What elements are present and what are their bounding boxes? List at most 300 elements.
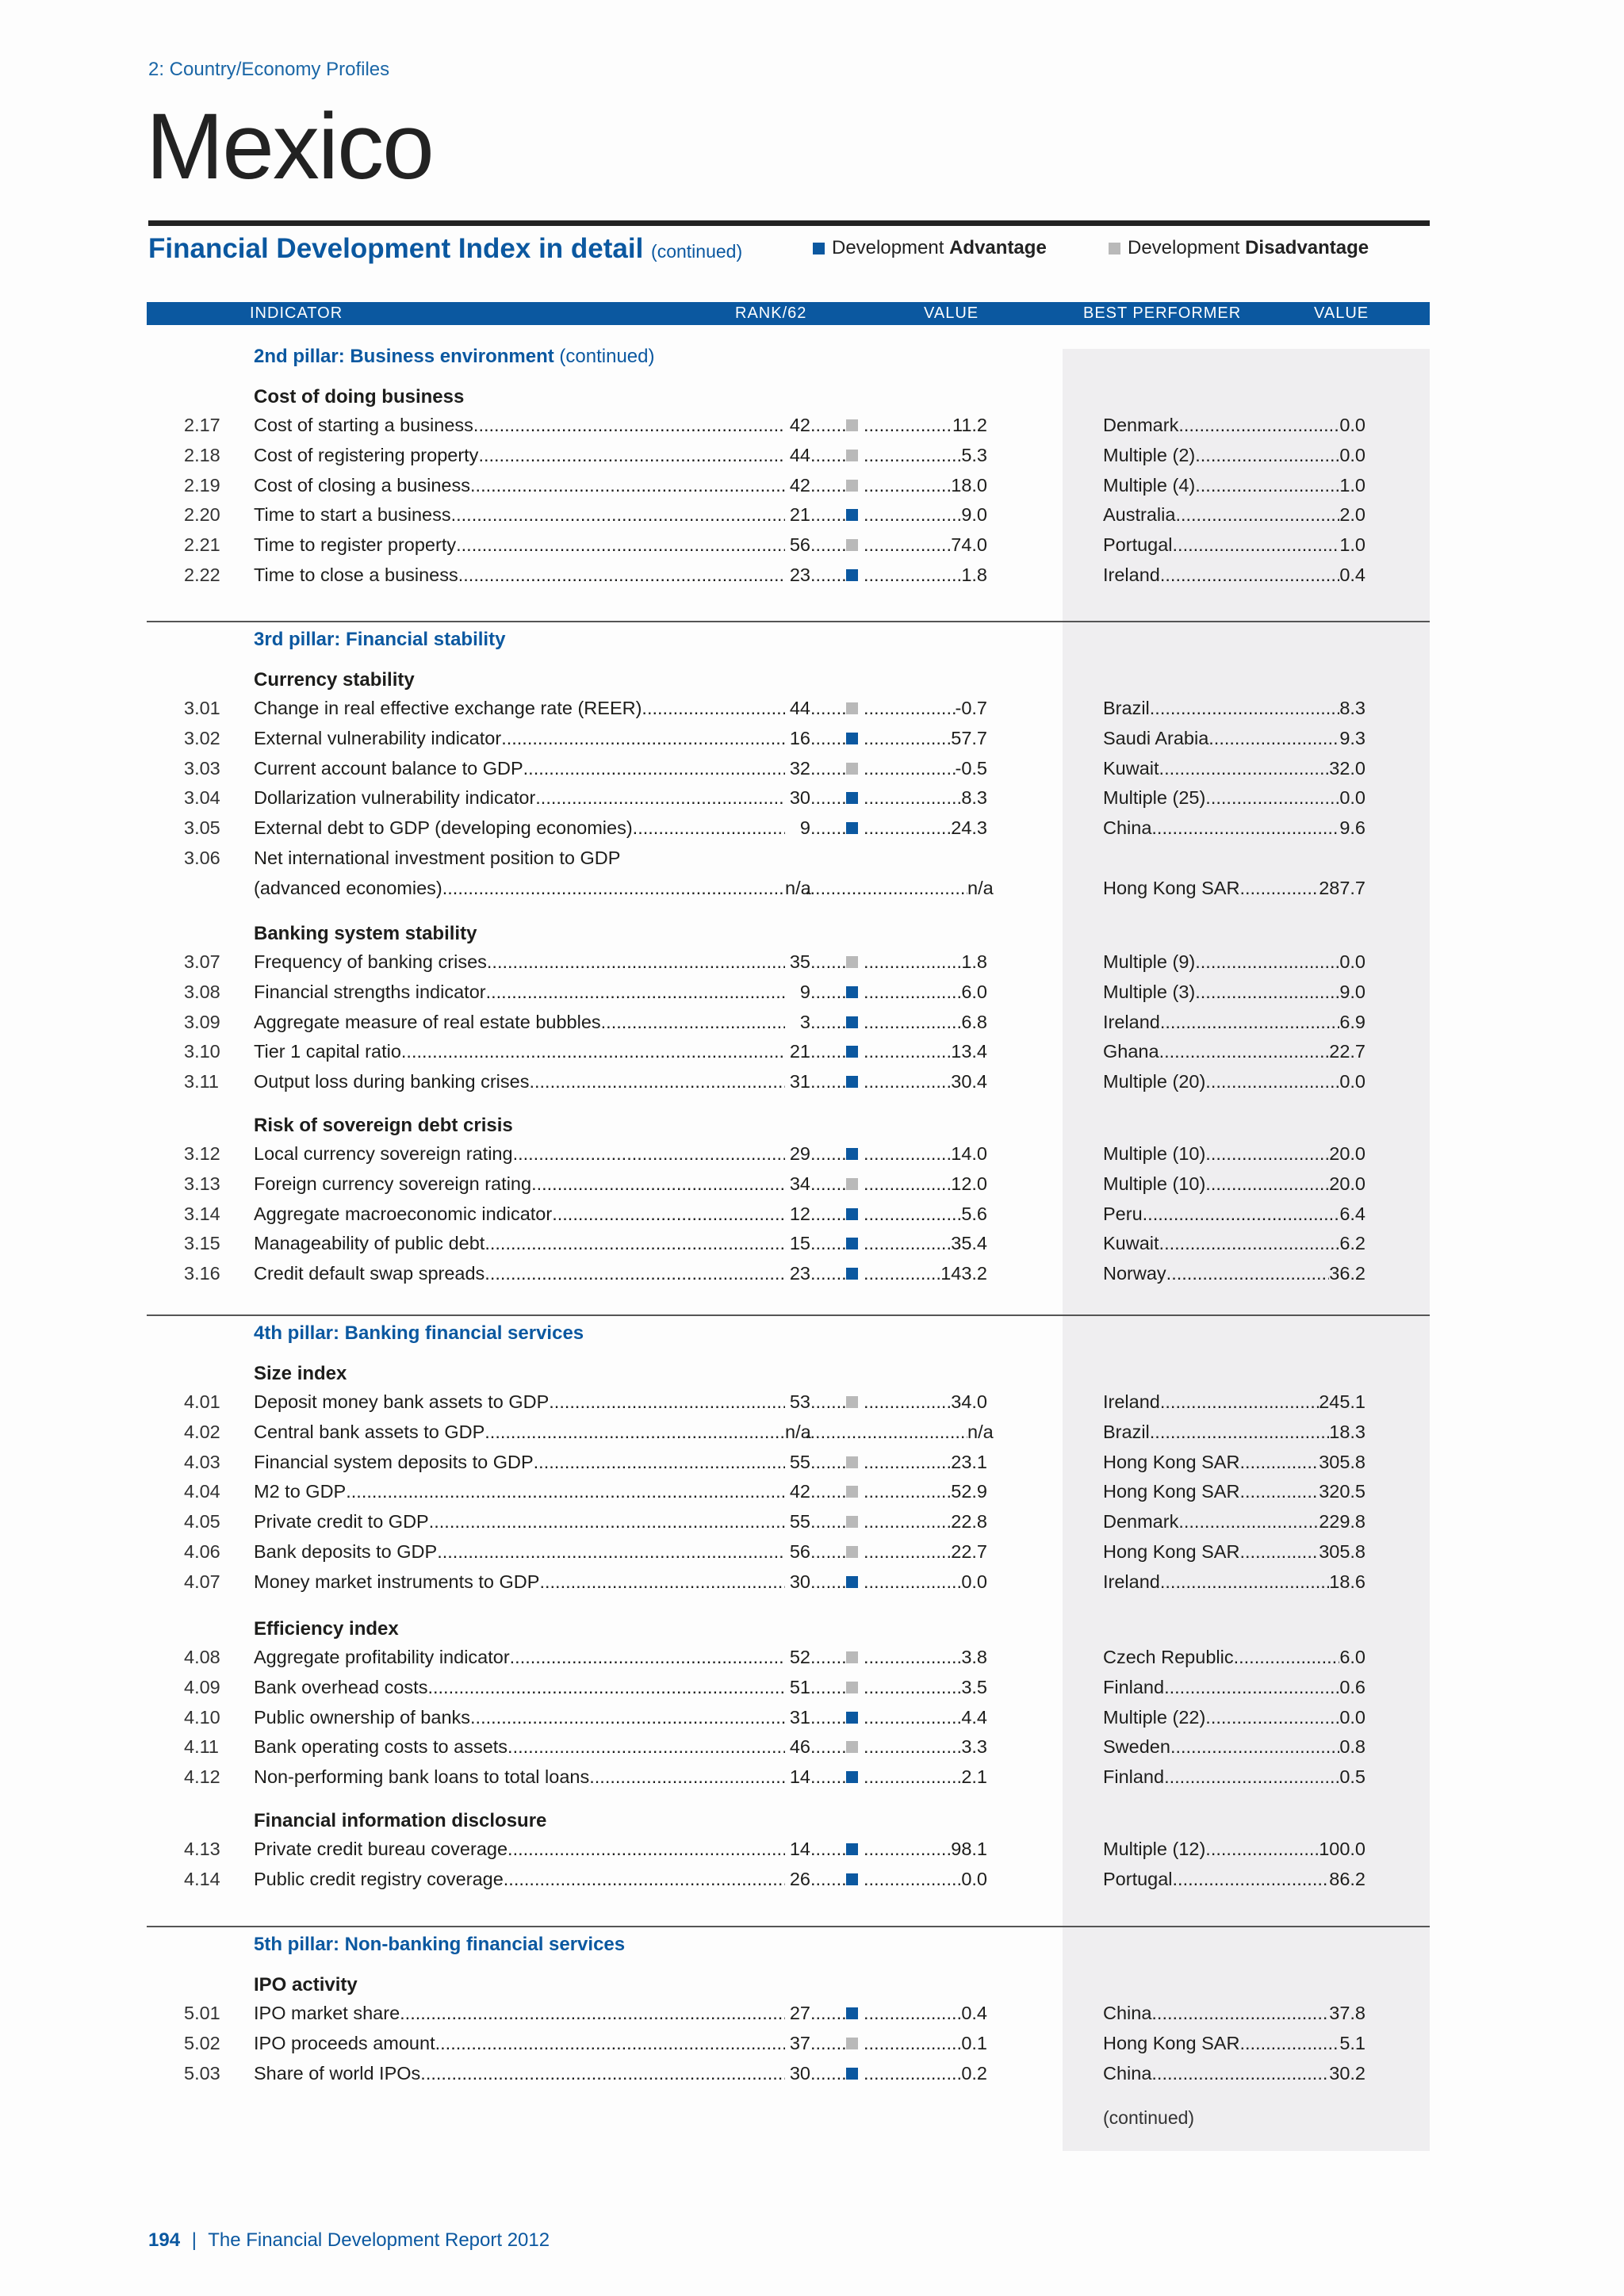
rank-value: 16 [789, 727, 810, 748]
disadvantage-marker-icon [846, 1178, 858, 1190]
leader-dots [864, 1675, 961, 1699]
indicator-value: 5.3 [961, 444, 987, 465]
indicator-name [254, 1010, 785, 1034]
leader-dots [864, 2061, 961, 2085]
leader-dots [470, 473, 785, 497]
indicator-number: 3.01 [184, 698, 220, 718]
indicator-label: Cost of starting a business [254, 415, 473, 435]
leader-dots [810, 1231, 845, 1255]
indicator-value: 143.2 [940, 1263, 987, 1284]
indicator-label: Tier 1 capital ratio [254, 1041, 401, 1062]
best-performer [1103, 1867, 1365, 1891]
rank-value: 37 [789, 2032, 810, 2053]
column-header-best-value: VALUE [1314, 304, 1369, 322]
indicator-number: 3.14 [184, 1203, 220, 1224]
advantage-marker-icon [846, 2068, 858, 2080]
best-performer [1103, 1510, 1365, 1533]
table-row [0, 1540, 1624, 1563]
leader-dots [1205, 1172, 1329, 1196]
leader-dots [552, 1202, 785, 1226]
indicator-name [254, 533, 785, 557]
pillar-heading [254, 1322, 584, 1345]
best-performer-value: 245.1 [1319, 1391, 1365, 1412]
best-performer [1103, 876, 1365, 900]
leader-dots [810, 1202, 845, 1226]
indicator-value-cell [864, 1675, 987, 1699]
table-row [0, 1070, 1624, 1093]
rank-value: n/a [785, 1421, 811, 1442]
leader-dots [864, 1039, 951, 1063]
indicator-label: Frequency of banking crises [254, 951, 487, 972]
leader-dots [810, 413, 845, 437]
best-performer-name: Multiple (9) [1103, 951, 1196, 972]
leader-dots [864, 1570, 961, 1594]
leader-dots [864, 443, 961, 467]
indicator-value-cell [864, 1261, 987, 1285]
column-header-best-performer: BEST PERFORMER [1083, 304, 1242, 322]
table-row [0, 1645, 1624, 1669]
indicator-value: 13.4 [951, 1041, 987, 1062]
indicator-name [254, 1420, 783, 1444]
indicator-value: 2.1 [961, 1766, 987, 1788]
page-footer [148, 2229, 550, 2252]
advantage-marker-icon [846, 1238, 858, 1249]
indicator-name [254, 1540, 785, 1563]
leader-dots [513, 1142, 785, 1165]
advantage-marker-icon [846, 509, 858, 521]
indicator-value-cell [864, 2001, 987, 2025]
indicator-label: Current account balance to GDP [254, 757, 523, 779]
indicator-name [254, 1172, 785, 1196]
indicator-value-cell [864, 726, 987, 750]
leader-dots [810, 2031, 845, 2055]
best-performer [1103, 1010, 1365, 1034]
leader-dots [810, 1172, 845, 1196]
leader-dots [864, 2001, 961, 2025]
column-header-value: VALUE [924, 304, 979, 322]
best-performer [1103, 1172, 1365, 1196]
legend-advantage-prefix: Development [832, 237, 944, 258]
table-row [0, 846, 1624, 870]
leader-dots [864, 1510, 951, 1533]
indicator-value-cell [864, 1172, 987, 1196]
advantage-marker-icon [846, 2007, 858, 2019]
indicator-value-cell [864, 786, 987, 809]
indicator-number: 3.02 [184, 727, 220, 748]
advantage-marker-icon [846, 1208, 858, 1220]
table-row [0, 980, 1624, 1004]
indicator-label: Aggregate measure of real estate bubbles [254, 1011, 601, 1032]
best-performer-name: Hong Kong SAR [1103, 1451, 1240, 1472]
indicator-label: Bank deposits to GDP [254, 1541, 438, 1562]
indicator-number: 5.01 [184, 2003, 220, 2023]
disadvantage-marker-icon [846, 1486, 858, 1498]
best-performer-name: Peru [1103, 1203, 1143, 1224]
leader-dots [1205, 1837, 1319, 1861]
leader-dots [810, 1070, 845, 1093]
leader-dots [805, 1420, 967, 1444]
indicator-name [254, 846, 785, 870]
leader-dots [501, 726, 785, 750]
indicator-label: External vulnerability indicator [254, 727, 502, 748]
leader-dots [810, 816, 845, 840]
pillar-heading [254, 346, 655, 368]
best-performer-value: 6.9 [1339, 1011, 1365, 1032]
leader-dots [864, 1010, 961, 1034]
indicator-label: M2 to GDP [254, 1481, 347, 1502]
group-heading: Cost of doing business [254, 386, 465, 408]
rank-value: 21 [789, 1041, 810, 1062]
indicator-value: 52.9 [951, 1481, 987, 1502]
rank-value: 12 [789, 1203, 810, 1224]
leader-dots [523, 756, 785, 780]
best-performer [1103, 2061, 1365, 2085]
indicator-value-cell [864, 1070, 987, 1093]
indicator-name [254, 413, 785, 437]
best-performer [1103, 1675, 1365, 1699]
best-performer [1103, 1039, 1365, 1063]
best-performer [1103, 1070, 1365, 1093]
indicator-name [254, 1450, 785, 1474]
leader-dots [589, 1765, 785, 1789]
best-performer-value: 6.0 [1339, 1647, 1365, 1667]
indicator-name [254, 1070, 785, 1093]
indicator-value: 3.5 [961, 1676, 987, 1697]
best-performer-name: Multiple (12) [1103, 1839, 1206, 1859]
section-divider [147, 1926, 1430, 1927]
indicator-number: 3.08 [184, 981, 220, 1002]
best-performer-name: Saudi Arabia [1103, 727, 1209, 748]
disadvantage-marker-icon [846, 450, 858, 461]
title-rule [148, 220, 1430, 226]
leader-dots [1205, 1705, 1339, 1729]
rank-value: 3 [799, 1011, 810, 1032]
leader-dots [1164, 1675, 1339, 1699]
best-performer-value: 320.5 [1319, 1481, 1365, 1502]
indicator-number: 4.07 [184, 1571, 220, 1592]
indicator-value: 3.8 [961, 1647, 987, 1667]
best-performer-name: Finland [1103, 1766, 1165, 1788]
leader-dots [1239, 876, 1319, 900]
best-performer [1103, 1450, 1365, 1474]
best-performer-value: 0.0 [1339, 1706, 1365, 1728]
leader-dots [1205, 1142, 1329, 1165]
indicator-label: Output loss during banking crises [254, 1071, 530, 1093]
indicator-number: 4.10 [184, 1706, 220, 1728]
best-performer-name: Hong Kong SAR [1103, 1481, 1240, 1502]
disadvantage-marker-icon [846, 1396, 858, 1408]
indicator-number: 2.19 [184, 474, 220, 496]
leader-dots [1166, 1261, 1330, 1285]
indicator-value: 30.4 [951, 1071, 987, 1093]
best-performer-value: 6.2 [1339, 1233, 1365, 1254]
indicator-name [254, 1867, 785, 1891]
best-performer-name: Hong Kong SAR [1103, 877, 1240, 898]
leader-dots [473, 413, 785, 437]
best-performer-name: Kuwait [1103, 1233, 1159, 1254]
rank-value: 15 [789, 1233, 810, 1254]
table-row [0, 1570, 1624, 1594]
indicator-number: 4.01 [184, 1391, 220, 1412]
best-performer [1103, 1837, 1365, 1861]
indicator-value-cell [864, 533, 987, 557]
best-performer-name: Multiple (25) [1103, 787, 1206, 809]
leader-dots [1205, 786, 1339, 809]
disadvantage-marker-icon [846, 480, 858, 492]
indicator-value: 1.8 [961, 564, 987, 585]
indicator-value: 11.2 [952, 415, 987, 435]
best-performer-value: 8.3 [1339, 698, 1365, 718]
group-heading: Efficiency index [254, 1618, 399, 1640]
best-performer [1103, 2031, 1365, 2055]
indicator-value-cell [864, 1645, 987, 1669]
best-performer-value: 1.0 [1339, 474, 1365, 496]
best-performer-value: 9.0 [1339, 981, 1365, 1002]
pillar-title: 5th pillar: Non-banking financial services [254, 1934, 626, 1955]
column-header-indicator: INDICATOR [250, 304, 343, 322]
indicator-value: 22.7 [951, 1541, 987, 1562]
leader-dots [1208, 726, 1339, 750]
indicator-value: 3.3 [961, 1736, 987, 1758]
indicator-value: 8.3 [961, 787, 987, 809]
table-row [0, 563, 1624, 587]
leader-dots [864, 473, 951, 497]
disadvantage-marker-icon [846, 1516, 858, 1528]
leader-dots [810, 1390, 845, 1414]
advantage-marker-icon [846, 792, 858, 804]
best-performer-value: 20.0 [1329, 1173, 1365, 1194]
best-performer [1103, 443, 1365, 467]
best-performer [1103, 473, 1365, 497]
leader-dots [864, 696, 956, 720]
indicator-value: 34.0 [951, 1391, 987, 1412]
best-performer [1103, 1570, 1365, 1594]
rank-value: 53 [789, 1391, 810, 1412]
indicator-value: 18.0 [951, 474, 987, 496]
best-performer-name: Finland [1103, 1676, 1165, 1697]
pillar-heading [254, 1934, 625, 1956]
indicator-number: 2.22 [184, 564, 220, 585]
best-performer-name: Ireland [1103, 1571, 1160, 1592]
leader-dots [810, 1867, 845, 1891]
table-row [0, 1837, 1624, 1861]
leader-dots [864, 1705, 961, 1729]
indicator-name [254, 1231, 785, 1255]
leader-dots [1160, 1390, 1319, 1414]
indicator-number: 4.13 [184, 1839, 220, 1859]
best-performer-name: Multiple (22) [1103, 1706, 1206, 1728]
leader-dots [1159, 1231, 1340, 1255]
leader-dots [510, 1645, 785, 1669]
indicator-name [254, 2031, 785, 2055]
indicator-name [254, 696, 785, 720]
table-row [0, 1231, 1624, 1255]
indicator-value-cell [864, 2031, 987, 2055]
rank-value: 55 [789, 1511, 810, 1533]
rank-value: 46 [789, 1736, 810, 1758]
best-performer-value: 287.7 [1319, 877, 1365, 898]
best-performer-value: 305.8 [1319, 1451, 1365, 1472]
rank-value: 52 [789, 1647, 810, 1667]
best-performer [1103, 1142, 1365, 1165]
rank-value: 56 [789, 534, 810, 556]
indicator-label: Deposit money bank assets to GDP [254, 1391, 550, 1412]
best-performer-value: 18.6 [1329, 1571, 1365, 1592]
indicator-number: 5.02 [184, 2032, 220, 2053]
best-performer-name: Multiple (20) [1103, 1071, 1206, 1093]
leader-dots [810, 950, 845, 974]
indicator-number: 3.13 [184, 1173, 220, 1194]
indicator-value-cell [864, 1705, 987, 1729]
best-performer-name: Sweden [1103, 1736, 1170, 1758]
indicator-name [254, 786, 785, 809]
table-row [0, 1479, 1624, 1503]
disadvantage-marker-icon [846, 763, 858, 775]
disadvantage-marker-icon [846, 1651, 858, 1663]
leader-dots [458, 563, 785, 587]
best-performer-value: 20.0 [1329, 1143, 1365, 1164]
indicator-number: 2.17 [184, 415, 220, 435]
leader-dots [1164, 1765, 1339, 1789]
leader-dots [864, 1070, 951, 1093]
indicator-value: 0.1 [961, 2032, 987, 2053]
leader-dots [810, 726, 845, 750]
page-number: 194 [148, 2229, 181, 2251]
best-performer-name: Multiple (4) [1103, 474, 1196, 496]
footer-separator: | [191, 2229, 197, 2251]
advantage-marker-icon [846, 1016, 858, 1028]
leader-dots [1159, 756, 1330, 780]
leader-dots [864, 756, 956, 780]
indicator-number: 3.06 [184, 848, 220, 868]
table-row [0, 1039, 1624, 1063]
section-divider [147, 1314, 1430, 1316]
legend-advantage [813, 237, 1047, 259]
leader-dots [470, 1705, 785, 1729]
indicator-label: Aggregate profitability indicator [254, 1647, 510, 1667]
rank-value: 23 [789, 564, 810, 585]
leader-dots [805, 876, 967, 900]
indicator-label: Net international investment position to GDP [254, 848, 621, 868]
indicator-label: Bank operating costs to assets [254, 1736, 508, 1758]
advantage-marker-icon [846, 1268, 858, 1280]
indicator-value: 0.0 [961, 1571, 987, 1592]
rank-value: 44 [789, 698, 810, 718]
indicator-number: 3.10 [184, 1041, 220, 1062]
leader-dots [810, 1039, 845, 1063]
rank-value: 42 [789, 474, 810, 496]
best-performer-name: Multiple (10) [1103, 1143, 1206, 1164]
rank-value: 34 [789, 1173, 810, 1194]
leader-dots [864, 1765, 961, 1789]
leader-dots [1239, 2031, 1339, 2055]
advantage-marker-icon [846, 1873, 858, 1885]
indicator-label: Time to close a business [254, 564, 458, 585]
legend-disadvantage-prefix: Development [1128, 237, 1240, 258]
indicator-value: 0.2 [961, 2062, 987, 2084]
legend-advantage-word: Advantage [949, 237, 1047, 258]
indicator-value-cell [864, 1479, 987, 1503]
rank-value: 23 [789, 1263, 810, 1284]
best-performer-name: Brazil [1103, 1421, 1150, 1442]
table-row [0, 1675, 1624, 1699]
leader-dots [1143, 1202, 1340, 1226]
best-performer [1103, 696, 1365, 720]
best-performer-value: 32.0 [1329, 757, 1365, 779]
indicator-value: 57.7 [951, 727, 987, 748]
rank-value: 9 [799, 981, 810, 1002]
leader-dots [810, 1705, 845, 1729]
leader-dots [1160, 563, 1339, 587]
best-performer-value: 0.0 [1339, 787, 1365, 809]
indicator-value-cell [864, 503, 987, 526]
rank-value: 42 [789, 415, 810, 435]
indicator-value: n/a [967, 1421, 994, 1442]
best-performer-name: Czech Republic [1103, 1647, 1234, 1667]
rank-value: 31 [789, 1071, 810, 1093]
best-performer [1103, 756, 1365, 780]
leader-dots [427, 1675, 785, 1699]
indicator-label: Local currency sovereign rating [254, 1143, 513, 1164]
group-heading: Currency stability [254, 669, 415, 691]
indicator-label: Share of world IPOs [254, 2062, 421, 2084]
advantage-marker-icon [846, 986, 858, 998]
leader-dots [864, 1261, 940, 1285]
indicator-name [254, 1202, 785, 1226]
best-performer [1103, 1540, 1365, 1563]
best-performer [1103, 726, 1365, 750]
indicator-label: Private credit to GDP [254, 1511, 429, 1533]
table-heading-continued: (continued) [651, 241, 743, 262]
indicator-number: 4.09 [184, 1676, 220, 1697]
rank-value: 14 [789, 1766, 810, 1788]
best-performer-name: Portugal [1103, 1868, 1173, 1889]
leader-dots [401, 1039, 785, 1063]
indicator-name [254, 816, 785, 840]
indicator-number: 3.11 [184, 1071, 219, 1093]
best-performer-value: 86.2 [1329, 1868, 1365, 1889]
leader-dots [864, 1142, 951, 1165]
indicator-value-cell [864, 413, 987, 437]
continued-note: (continued) [1103, 2107, 1195, 2128]
table-row [0, 503, 1624, 526]
table-row [0, 816, 1624, 840]
pillar-continued: (continued) [559, 346, 655, 367]
best-performer-value: 0.0 [1339, 951, 1365, 972]
leader-dots [864, 786, 961, 809]
leader-dots [810, 696, 845, 720]
leader-dots [429, 1510, 785, 1533]
leader-dots [1160, 1570, 1329, 1594]
disadvantage-marker-icon [846, 539, 858, 551]
pillar-title: 4th pillar: Banking financial services [254, 1322, 584, 1344]
best-performer [1103, 1705, 1365, 1729]
leader-dots [864, 1735, 961, 1758]
indicator-number: 4.06 [184, 1541, 220, 1562]
leader-dots [437, 1540, 785, 1563]
section-label: 2: Country/Economy Profiles [148, 59, 390, 80]
indicator-label: Financial system deposits to GDP [254, 1451, 534, 1472]
best-performer-name: Portugal [1103, 534, 1173, 556]
best-performer-name: Denmark [1103, 1511, 1179, 1533]
leader-dots [1234, 1645, 1340, 1669]
indicator-value: 0.4 [961, 2003, 987, 2023]
indicator-value-cell [864, 1510, 987, 1533]
leader-dots [486, 980, 785, 1004]
leader-dots [864, 1645, 961, 1669]
indicator-label: Time to register property [254, 534, 457, 556]
indicator-name [254, 1142, 785, 1165]
